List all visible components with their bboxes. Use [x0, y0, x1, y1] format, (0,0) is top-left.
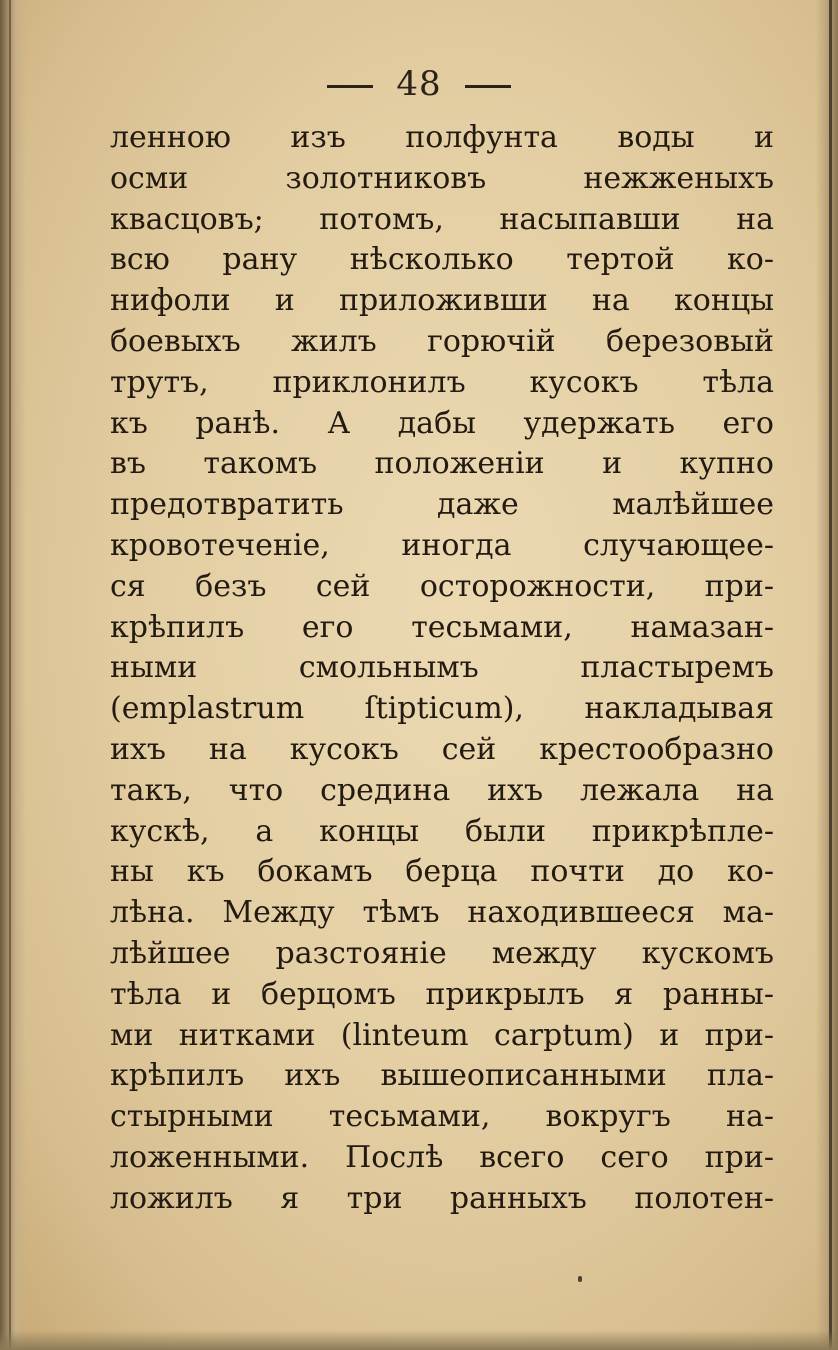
text-line: всю рану нѣсколько тертой ко- — [110, 242, 774, 278]
page-bottom-edge — [0, 1330, 838, 1350]
text-line: тѣла и берцомъ прикрылъ я ранны- — [110, 976, 774, 1012]
page-number: 48 — [396, 64, 442, 104]
page-edge-line — [829, 0, 832, 1350]
header-dash-right — [465, 85, 511, 88]
text-line: ными смольнымъ пластыремъ — [110, 650, 774, 686]
text-line: такъ, что средина ихъ лежала на — [110, 772, 774, 808]
text-line: въ такомъ положеніи и купно — [110, 446, 774, 482]
ink-speck — [578, 1276, 582, 1282]
binding-gutter — [0, 0, 26, 1350]
text-line: кровотеченіе, иногда случающее- — [110, 527, 774, 563]
text-line: ся безъ сей осторожности, при- — [110, 568, 774, 604]
text-line: лѣна. Между тѣмъ находившееся ма- — [110, 895, 774, 931]
text-line: лѣйшее разстояніе между кускомъ — [110, 935, 774, 971]
text-line: предотвратить даже малѣйшее — [110, 487, 774, 523]
text-line: крѣпилъ ихъ вышеописанными пла- — [110, 1058, 774, 1094]
text-line: стырными тесьмами, вокругъ на- — [110, 1099, 774, 1135]
text-line: нифоли и приложивши на концы — [110, 283, 774, 319]
text-line: осми золотниковъ нежженыхъ — [110, 160, 774, 196]
page-header — [0, 64, 838, 104]
text-line: крѣпилъ его тесьмами, намазан- — [110, 609, 774, 645]
text-line: ложенными. Послѣ всего сего при- — [110, 1139, 774, 1175]
text-line: ихъ на кусокъ сей крестообразно — [110, 731, 774, 767]
page-right-edge — [816, 0, 838, 1350]
text-line: ложилъ я три ранныхъ полотен- — [110, 1180, 774, 1216]
text-line: ленною изъ полфунта воды и — [110, 120, 774, 155]
text-line: боевыхъ жилъ горючій березовый — [110, 323, 774, 359]
text-line: квасцовъ; потомъ, насыпавши на — [110, 201, 774, 237]
text-line: къ ранѣ. А дабы удержать его — [110, 405, 774, 441]
text-line: (emplastrum ſtipticum), накладывая — [110, 691, 774, 727]
text-line: трутъ, приклонилъ кусокъ тѣла — [110, 364, 774, 400]
binding-line — [9, 0, 11, 1350]
text-line: кускѣ, а концы были прикрѣпле- — [110, 813, 774, 849]
text-line: ми нитками (linteum carptum) и при- — [110, 1017, 774, 1053]
body-text — [110, 118, 774, 1220]
header-dash-left — [327, 85, 373, 88]
text-line: ны къ бокамъ берца почти до ко- — [110, 854, 774, 890]
